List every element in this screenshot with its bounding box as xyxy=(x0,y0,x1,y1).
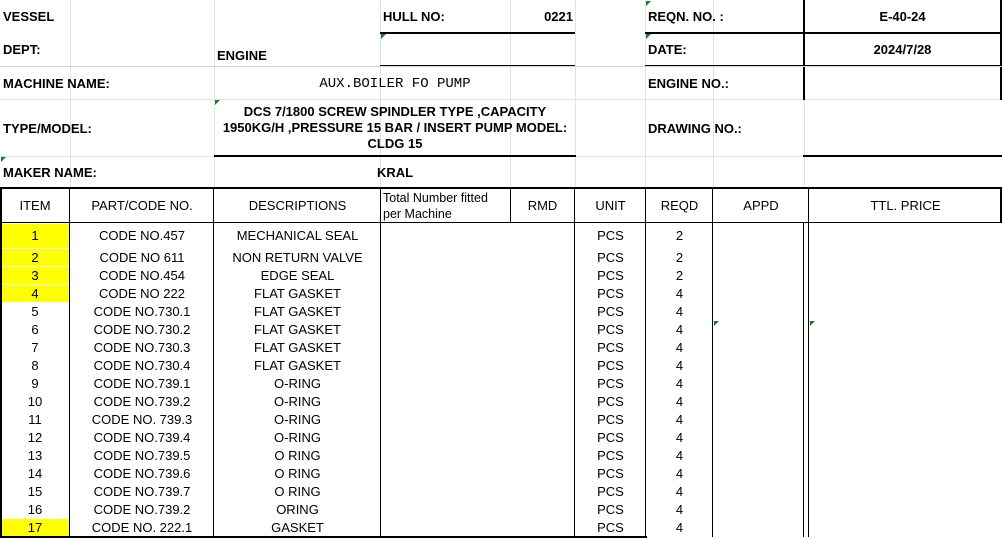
cell-reqd[interactable]: 4 xyxy=(675,411,684,427)
cell-description[interactable]: O RING xyxy=(274,447,321,463)
type-model-value[interactable] xyxy=(214,101,576,155)
column-border xyxy=(712,223,713,537)
hull-label: HULL NO: xyxy=(383,9,445,24)
type-model-line: CLDG 15 xyxy=(367,136,423,151)
cell-reqd[interactable]: 4 xyxy=(675,483,684,499)
cell-item[interactable]: 14 xyxy=(27,465,43,481)
cell-description[interactable]: O-RING xyxy=(274,375,321,391)
column-border xyxy=(0,188,2,223)
column-header-appd: APPD xyxy=(743,198,779,213)
cell-item[interactable]: 9 xyxy=(31,375,39,391)
comment-indicator-icon xyxy=(381,34,386,39)
hull-value[interactable]: 0221 xyxy=(544,9,573,24)
reqn-label: REQN. NO. : xyxy=(648,9,724,24)
column-border xyxy=(0,223,2,537)
reqn-value[interactable]: E-40-24 xyxy=(879,9,926,24)
column-border xyxy=(645,188,646,223)
column-header-rmd: RMD xyxy=(527,198,558,213)
cell-part-code[interactable]: CODE NO.739.1 xyxy=(93,375,191,391)
column-border xyxy=(213,223,214,537)
cell-description[interactable]: FLAT GASKET xyxy=(254,339,341,355)
cell-unit[interactable]: PCS xyxy=(597,267,624,283)
cell-part-code[interactable]: CODE NO.739.5 xyxy=(93,447,191,463)
column-border xyxy=(645,223,646,537)
machine-name-value[interactable]: AUX.BOILER FO PUMP xyxy=(319,75,471,92)
maker-name-label: MAKER NAME: xyxy=(3,165,97,180)
cell-item[interactable]: 13 xyxy=(27,447,43,463)
cell-unit[interactable]: PCS xyxy=(597,249,624,265)
cell-unit[interactable]: PCS xyxy=(597,285,624,301)
table-top-border xyxy=(0,187,1002,189)
cell-unit[interactable]: PCS xyxy=(597,393,624,409)
type-model-line: 1950KG/H ,PRESSURE 15 BAR / INSERT PUMP MODEL: xyxy=(222,120,568,135)
engine-no-label: ENGINE NO.: xyxy=(648,76,729,91)
cell-unit[interactable]: PCS xyxy=(597,429,624,445)
cell-part-code[interactable]: CODE NO.739.2 xyxy=(93,501,191,517)
cell-part-code[interactable]: CODE NO.730.2 xyxy=(93,321,191,337)
column-header-descriptions: DESCRIPTIONS xyxy=(248,198,347,213)
cell-unit[interactable]: PCS xyxy=(597,303,624,319)
cell-reqd[interactable]: 4 xyxy=(675,429,684,445)
cell-description[interactable]: O RING xyxy=(274,483,321,499)
cell-item[interactable]: 4 xyxy=(31,285,39,301)
cell-item[interactable]: 11 xyxy=(28,411,42,427)
column-border xyxy=(712,188,713,223)
cell-part-code[interactable]: CODE NO.739.7 xyxy=(93,483,191,499)
column-border xyxy=(574,188,575,223)
column-header-ttl-price: TTL. PRICE xyxy=(870,198,941,213)
column-border xyxy=(510,188,511,223)
cell-item[interactable]: 10 xyxy=(27,393,43,409)
column-border xyxy=(803,223,804,537)
cell-description[interactable]: O-RING xyxy=(274,393,321,409)
cell-unit[interactable]: PCS xyxy=(597,339,624,355)
maker-name-value[interactable]: KRAL xyxy=(376,165,414,180)
cell-reqd[interactable]: 2 xyxy=(675,267,684,283)
cell-description[interactable]: O RING xyxy=(274,465,321,481)
cell-reqd[interactable]: 4 xyxy=(675,447,684,463)
cell-part-code[interactable]: CODE NO.454 xyxy=(99,267,185,283)
cell-unit[interactable]: PCS xyxy=(597,483,624,499)
dept-label: DEPT: xyxy=(3,42,41,57)
cell-reqd[interactable]: 4 xyxy=(675,285,684,301)
machine-name-label: MACHINE NAME: xyxy=(3,76,110,91)
column-border xyxy=(808,223,809,537)
column-header-part-code: PART/CODE NO. xyxy=(91,198,193,213)
cell-reqd[interactable]: 4 xyxy=(675,465,684,481)
column-border xyxy=(574,223,575,537)
cell-item[interactable]: 6 xyxy=(31,321,39,337)
vessel-label: VESSEL xyxy=(3,9,55,24)
column-header-reqd: REQD xyxy=(660,198,699,213)
cell-description[interactable]: EDGE SEAL xyxy=(260,267,335,283)
cell-item[interactable]: 3 xyxy=(31,267,39,283)
column-header-unit: UNIT xyxy=(595,198,626,213)
cell-reqd[interactable]: 2 xyxy=(675,249,684,265)
column-header-item: ITEM xyxy=(19,198,51,213)
drawing-bottom-border xyxy=(803,155,1002,157)
cell-description[interactable]: ORING xyxy=(276,501,319,517)
cell-reqd[interactable]: 2 xyxy=(675,228,684,243)
cell-part-code[interactable]: CODE NO 611 xyxy=(99,249,185,265)
cell-part-code[interactable]: CODE NO.739.4 xyxy=(93,429,191,445)
cell-reqd[interactable]: 4 xyxy=(675,393,684,409)
cell-reqd[interactable]: 4 xyxy=(675,501,684,517)
cell-item[interactable]: 12 xyxy=(27,429,43,445)
cell-part-code[interactable]: CODE NO.730.1 xyxy=(93,303,191,319)
cell-unit[interactable]: PCS xyxy=(597,465,624,481)
cell-reqd[interactable]: 4 xyxy=(675,303,684,319)
cell-part-code[interactable]: CODE NO.739.2 xyxy=(93,393,191,409)
cell-part-code[interactable]: CODE NO.730.3 xyxy=(93,339,191,355)
column-border xyxy=(380,188,381,223)
type-model-label: TYPE/MODEL: xyxy=(3,120,92,136)
cell-unit[interactable]: PCS xyxy=(597,357,624,373)
cell-description[interactable]: FLAT GASKET xyxy=(254,285,341,301)
comment-indicator-icon xyxy=(810,321,815,326)
comment-indicator-icon xyxy=(714,321,719,326)
cell-reqd[interactable]: 4 xyxy=(675,520,684,535)
cell-item[interactable]: 2 xyxy=(31,249,39,265)
cell-part-code[interactable]: CODE NO.739.6 xyxy=(93,465,191,481)
cell-unit[interactable]: PCS xyxy=(597,520,624,535)
cell-reqd[interactable]: 4 xyxy=(675,339,684,355)
column-border xyxy=(69,223,70,537)
column-border xyxy=(380,223,381,537)
cell-part-code[interactable]: CODE NO.730.4 xyxy=(93,357,191,373)
column-header-total-fitted: Total Number fitted per Machine xyxy=(383,191,488,221)
cell-item[interactable]: 7 xyxy=(31,339,39,355)
cell-unit[interactable]: PCS xyxy=(597,447,624,463)
dept-value[interactable]: ENGINE xyxy=(217,47,267,63)
cell-item[interactable]: 5 xyxy=(31,303,39,319)
cell-part-code[interactable]: CODE NO. 739.3 xyxy=(91,411,193,427)
cell-item[interactable]: 17 xyxy=(27,520,43,535)
cell-unit[interactable]: PCS xyxy=(597,411,624,427)
cell-description[interactable]: FLAT GASKET xyxy=(254,303,341,319)
column-border xyxy=(69,188,70,223)
cell-reqd[interactable]: 4 xyxy=(675,357,684,373)
cell-unit[interactable]: PCS xyxy=(597,375,624,391)
cell-description[interactable]: NON RETURN VALVE xyxy=(232,249,363,265)
cell-part-code[interactable]: CODE NO.457 xyxy=(99,228,185,243)
cell-unit[interactable]: PCS xyxy=(597,501,624,517)
column-border xyxy=(808,188,809,223)
cell-item[interactable]: 15 xyxy=(27,483,43,499)
drawing-no-label: DRAWING NO.: xyxy=(648,120,742,136)
column-border xyxy=(213,188,214,223)
cell-item[interactable]: 8 xyxy=(31,357,39,373)
cell-description[interactable]: MECHANICAL SEAL xyxy=(236,228,359,243)
date-value[interactable]: 2024/7/28 xyxy=(873,42,932,57)
cell-reqd[interactable]: 4 xyxy=(675,321,684,337)
cell-part-code[interactable]: CODE NO 222 xyxy=(99,285,185,301)
cell-description[interactable]: GASKET xyxy=(271,520,324,535)
table-header-bottom-border xyxy=(0,222,1002,223)
cell-description[interactable]: FLAT GASKET xyxy=(254,357,341,373)
cell-item[interactable]: 16 xyxy=(27,501,43,517)
cell-reqd[interactable]: 4 xyxy=(675,375,684,391)
cell-item[interactable]: 1 xyxy=(31,228,39,243)
cell-part-code[interactable]: CODE NO. 222.1 xyxy=(91,520,193,535)
cell-description[interactable]: FLAT GASKET xyxy=(254,321,341,337)
cell-unit[interactable]: PCS xyxy=(597,228,624,243)
type-model-line: DCS 7/1800 SCREW SPINDLER TYPE ,CAPACITY xyxy=(243,104,547,119)
cell-description[interactable]: O-RING xyxy=(274,411,321,427)
cell-unit[interactable]: PCS xyxy=(597,321,624,337)
date-label: DATE: xyxy=(648,42,687,57)
cell-description[interactable]: O-RING xyxy=(274,429,321,445)
